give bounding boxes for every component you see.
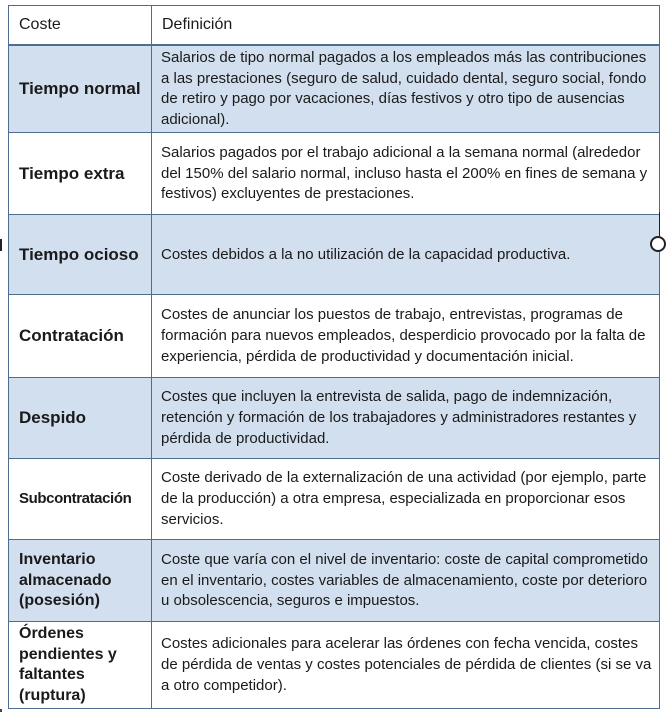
selection-handle[interactable] <box>650 236 666 252</box>
header-definition: Definición <box>152 6 660 46</box>
cost-definition-cell: Costes que incluyen la entrevista de salida, pago de indemnización, retención y formación de los trabajadores y administradores restantes y pérdida de productividad. <box>152 378 660 459</box>
table-row <box>9 459 660 540</box>
cost-name-cell: Despido <box>9 378 152 459</box>
cost-definition-cell: Salarios de tipo normal pagados a los empleados más las contribuciones a las prestaciones (seguro de salud, cuidado dental, seguro social, fondo de retiro y pago por vacaciones, días festivos y otro tipo de ausencias adicional). <box>152 45 660 133</box>
table-row <box>9 45 660 133</box>
corner-mark <box>0 709 2 712</box>
cost-definition-cell: Costes debidos a la no utilización de la capacidad productiva. <box>152 215 660 295</box>
table-row <box>9 540 660 622</box>
cost-definition-cell: Costes de anunciar los puestos de trabajo, entrevistas, programas de formación para nuevos empleados, desperdicio provocado por la falta de experiencia, pérdida de productividad y documentación inicial. <box>152 295 660 378</box>
header-cost: Coste <box>9 6 152 46</box>
cost-definition-table <box>8 5 660 709</box>
cost-definition-cell: Costes adicionales para acelerar las órdenes con fecha vencida, costes de pérdida de ventas y costes potenciales de pérdida de clientes (si se va a otro competidor). <box>152 622 660 709</box>
cost-name-cell: Inventario almacenado (posesión) <box>9 540 152 622</box>
cost-name-cell: Órdenes pendientes y faltantes (ruptura) <box>9 622 152 709</box>
table-row <box>9 622 660 709</box>
table-row <box>9 133 660 215</box>
table-row <box>9 378 660 459</box>
text-cursor-line <box>659 212 660 236</box>
cost-definition-cell: Coste derivado de la externalización de una actividad (por ejemplo, parte de la producción) a otra empresa, especializada en proporcionar esos servicios. <box>152 459 660 540</box>
table-header-row <box>9 6 660 46</box>
cost-name-cell: Contratación <box>9 295 152 378</box>
cost-name-cell: Subcontratación <box>9 459 152 540</box>
table-row <box>9 215 660 295</box>
cost-definition-cell: Salarios pagados por el trabajo adicional a la semana normal (alrededor del 150% del salario normal, incluso hasta el 200% en fines de semana y festivos) excluyentes de prestaciones. <box>152 133 660 215</box>
cost-name-cell: Tiempo ocioso <box>9 215 152 295</box>
table-row <box>9 295 660 378</box>
cost-name-cell: Tiempo normal <box>9 45 152 133</box>
left-edge-marker <box>0 239 2 251</box>
cost-name-cell: Tiempo extra <box>9 133 152 215</box>
cost-definition-cell: Coste que varía con el nivel de inventario: coste de capital comprometido en el inventario, costes variables de almacenamiento, coste por deterioro u obsolescencia, seguros e impuestos. <box>152 540 660 622</box>
